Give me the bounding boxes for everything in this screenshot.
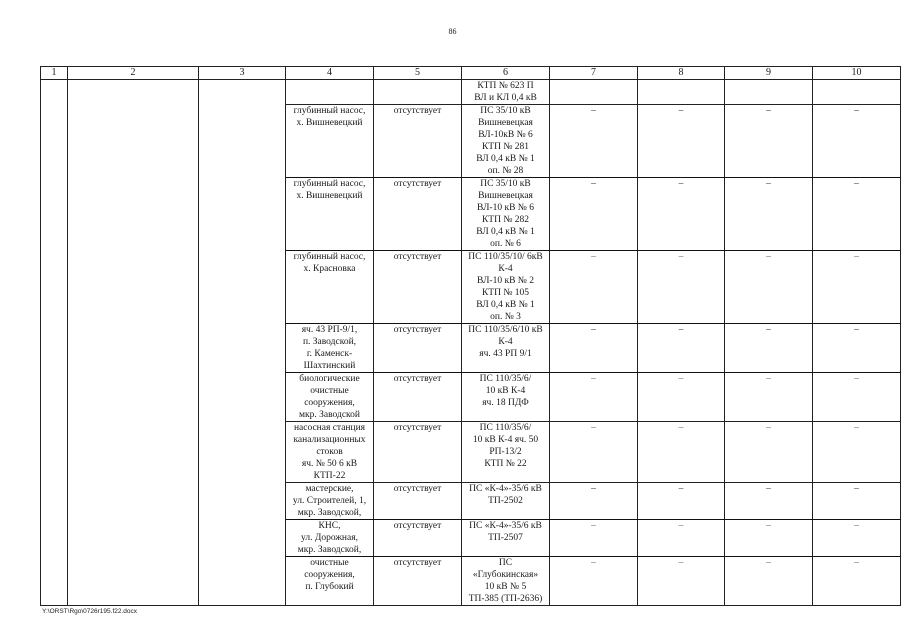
connection-cell: ПС 35/10 кВ Вишневецкая ВЛ-10 кВ № 6 КТП № 282 ВЛ 0,4 кВ № 1 оп. № 6 [462,178,550,251]
merged-cell-col3 [199,80,286,606]
status-cell: отсутствует [374,483,462,520]
dash-cell: – [725,251,813,324]
dash-cell: – [550,105,638,178]
table-cell [725,80,813,105]
column-header: 7 [550,67,638,80]
table-row-continuation [41,80,901,105]
dash-cell: – [638,251,725,324]
dash-cell: – [638,422,725,483]
page-number: 86 [448,27,457,36]
connection-cell: ПС 110/35/6/10 кВ К-4 яч. 43 РП 9/1 [462,324,550,373]
dash-cell: – [725,557,813,606]
table-cell [374,80,462,105]
dash-cell: – [813,324,901,373]
dash-cell: – [550,251,638,324]
facility-cell: очистные сооружения, п. Глубокий [286,557,374,606]
dash-cell: – [550,557,638,606]
status-cell: отсутствует [374,105,462,178]
dash-cell: – [638,520,725,557]
dash-cell: – [813,251,901,324]
column-header: 8 [638,67,725,80]
connection-cell: ПС «К-4»-35/6 кВ ТП-2502 [462,483,550,520]
dash-cell: – [725,520,813,557]
dash-cell: – [638,373,725,422]
status-cell: отсутствует [374,251,462,324]
dash-cell: – [550,324,638,373]
merged-cell-col2 [68,80,199,606]
table-cell [638,80,725,105]
dash-cell: – [813,557,901,606]
column-header: 3 [199,67,286,80]
table-cell [286,80,374,105]
connection-cell: ПС 35/10 кВ Вишневецкая ВЛ-10кВ № 6 КТП № 281 ВЛ 0,4 кВ № 1 оп. № 28 [462,105,550,178]
dash-cell: – [725,422,813,483]
dash-cell: – [813,178,901,251]
facility-cell: насосная станция канализационных стоков яч. № 50 6 кВ КТП-22 [286,422,374,483]
dash-cell: – [725,105,813,178]
facility-cell: мастерские, ул. Строителей, 1, мкр. Заводской, [286,483,374,520]
dash-cell: – [725,483,813,520]
dash-cell: – [550,483,638,520]
dash-cell: – [813,373,901,422]
column-header: 6 [462,67,550,80]
column-header: 5 [374,67,462,80]
dash-cell: – [638,324,725,373]
merged-cell-col1 [41,80,68,606]
dash-cell: – [813,422,901,483]
connection-cell: ПС «К-4»-35/6 кВ ТП-2507 [462,520,550,557]
column-header: 1 [41,67,68,80]
facility-cell: глубинный насос, х. Красновка [286,251,374,324]
file-path-footer: Y:\ORST\Rgo\0726r195.f22.docx [42,608,138,615]
column-header: 4 [286,67,374,80]
dash-cell: – [638,105,725,178]
connection-cell: ПС 110/35/10/ 6кВ К-4 ВЛ-10 кВ № 2 КТП № 105 ВЛ 0,4 кВ № 1 оп. № 3 [462,251,550,324]
dash-cell: – [638,178,725,251]
dash-cell: – [725,324,813,373]
dash-cell: – [813,105,901,178]
dash-cell: – [638,557,725,606]
dash-cell: – [725,178,813,251]
column-header: 2 [68,67,199,80]
facility-cell: биологические очистные сооружения, мкр. Заводской [286,373,374,422]
table-cell [550,80,638,105]
data-table [40,66,901,606]
dash-cell: – [813,520,901,557]
dash-cell: – [550,520,638,557]
facility-cell: яч. 43 РП-9/1, п. Заводской, г. Каменск- Шахтинский [286,324,374,373]
facility-cell: КНС, ул. Дорожная, мкр. Заводской, [286,520,374,557]
facility-cell: глубинный насос, х. Вишневецкий [286,178,374,251]
status-cell: отсутствует [374,178,462,251]
status-cell: отсутствует [374,373,462,422]
table-cell [813,80,901,105]
table-cell: КТП № 623 П ВЛ и КЛ 0,4 кВ [462,80,550,105]
connection-cell: ПС 110/35/6/ 10 кВ К-4 яч. 50 РП-13/2 КТП № 22 [462,422,550,483]
status-cell: отсутствует [374,324,462,373]
dash-cell: – [550,373,638,422]
dash-cell: – [550,178,638,251]
table-header-row [41,67,901,80]
dash-cell: – [813,483,901,520]
connection-cell: ПС 110/35/6/ 10 кВ К-4 яч. 18 ПДФ [462,373,550,422]
status-cell: отсутствует [374,557,462,606]
dash-cell: – [638,483,725,520]
column-header: 9 [725,67,813,80]
dash-cell: – [725,373,813,422]
status-cell: отсутствует [374,520,462,557]
dash-cell: – [550,422,638,483]
facility-cell: глубинный насос, х. Вишневецкий [286,105,374,178]
column-header: 10 [813,67,901,80]
connection-cell: ПС «Глубокинская» 10 кВ № 5 ТП-385 (ТП-2636) [462,557,550,606]
status-cell: отсутствует [374,422,462,483]
